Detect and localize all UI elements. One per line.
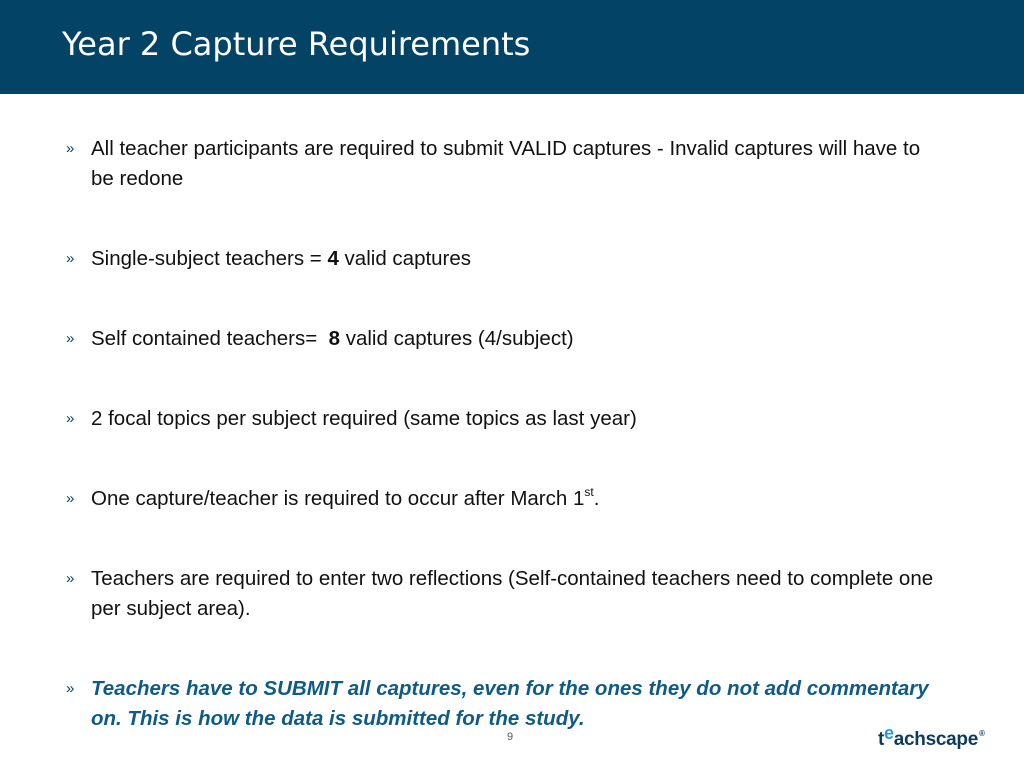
bullet-marker-icon: » xyxy=(66,250,75,267)
bullet-text xyxy=(91,244,946,274)
slide-title: Year 2 Capture Requirements xyxy=(62,25,531,63)
bullet-text-suffix: valid captures xyxy=(338,247,472,270)
bullet-marker-icon: » xyxy=(66,570,75,587)
bullet-marker-icon: » xyxy=(66,410,75,427)
bullet-text: 2 focal topics per subject required (same topics as last year) xyxy=(91,407,637,430)
bullet-text-emphasis: Teachers have to SUBMIT all captures, even for the ones they do not add commentary on. This is how the data is submitted for the study. xyxy=(91,677,929,730)
bullet-count-bold: 8 xyxy=(328,327,341,350)
bullet-text-prefix: One capture/teacher is required to occur after March 1 xyxy=(91,487,585,510)
bullet-item-reflections xyxy=(66,564,946,624)
bullet-marker-icon: » xyxy=(66,140,75,157)
logo-letter-e: e xyxy=(884,723,894,743)
bullet-count-bold: 4 xyxy=(327,247,339,270)
page-number: 9 xyxy=(506,731,514,743)
bullet-text xyxy=(91,484,946,514)
bullet-marker-icon: » xyxy=(66,680,75,697)
bullet-text-prefix: Self contained teachers= xyxy=(91,327,329,350)
bullet-text: Teachers are required to enter two reflections (Self-contained teachers need to complete one per subject area). xyxy=(91,567,934,620)
bullet-text-prefix: Single-subject teachers = xyxy=(91,247,328,270)
bullet-marker-icon: » xyxy=(66,490,75,507)
ordinal-superscript: st xyxy=(584,485,594,500)
bullet-item-march-capture xyxy=(66,484,946,514)
bullet-marker-icon: » xyxy=(66,330,75,347)
bullet-text-suffix: valid captures (4/subject) xyxy=(340,327,574,350)
teachscape-logo xyxy=(878,724,985,754)
bullet-item-self-contained xyxy=(66,324,946,354)
registered-mark-icon: ® xyxy=(978,729,985,738)
title-bar xyxy=(0,0,1024,94)
bullet-text xyxy=(91,324,946,354)
bullet-item-single-subject xyxy=(66,244,946,274)
bullet-item-focal-topics xyxy=(66,404,946,434)
bullet-text-suffix: . xyxy=(593,487,600,510)
logo-letter-t: t xyxy=(878,729,885,750)
bullet-item-submit-all xyxy=(66,674,946,734)
bullet-text: All teacher participants are required to submit VALID captures - Invalid captures will have to be redone xyxy=(91,137,921,190)
bullet-item-valid-captures xyxy=(66,134,946,194)
logo-wordmark: achscape xyxy=(893,729,978,750)
